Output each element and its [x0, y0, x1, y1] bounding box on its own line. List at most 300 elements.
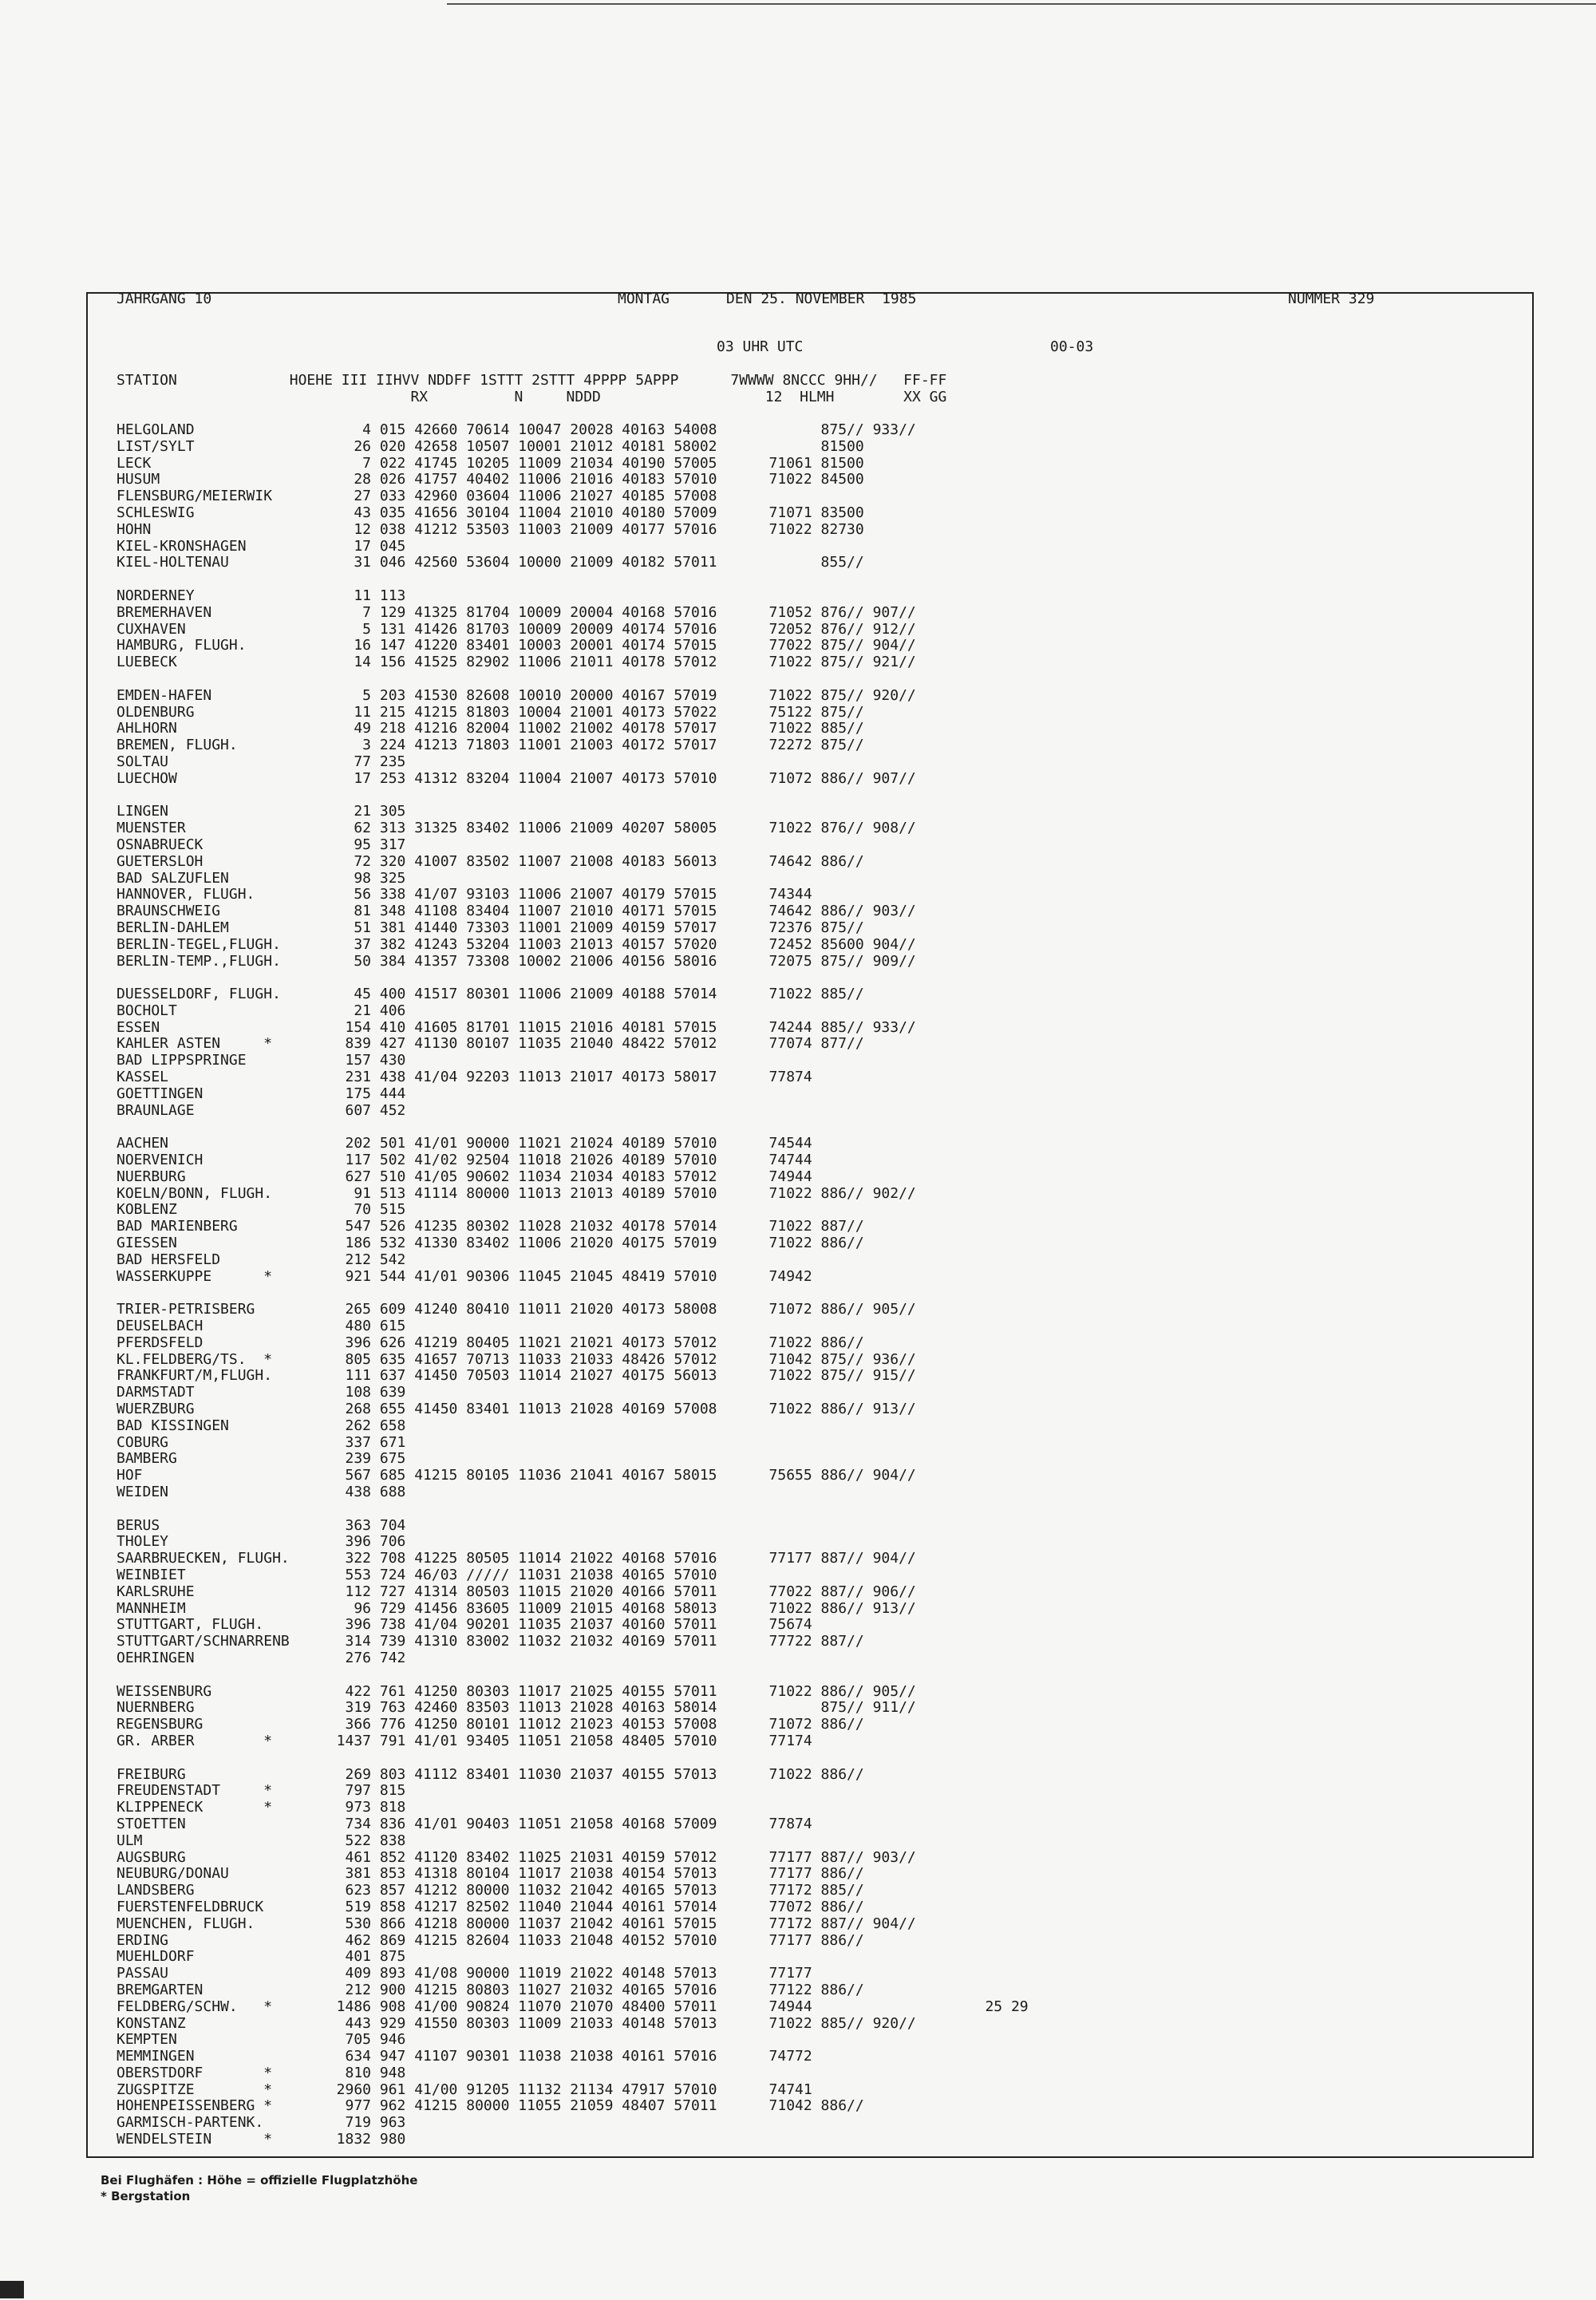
table-row	[117, 1119, 1029, 1136]
station-values: 4 015 42660 70614 10047 20028 40163 54008 875// 933//	[319, 421, 916, 438]
table-row	[117, 1435, 1029, 1452]
station-values: 547 526 41235 80302 11028 21032 40178 57014 71022 887//	[319, 1218, 864, 1235]
station-values: 627 510 41/05 90602 11034 21034 40183 57012 74944	[319, 1168, 812, 1185]
station-values: 462 869 41215 82604 11033 21048 40152 57010 77177 886//	[319, 1931, 864, 1949]
station-name: PFERDSFELD	[117, 1334, 203, 1351]
station-name: WENDELSTEIN *	[117, 2131, 273, 2148]
table-row	[117, 1136, 1029, 1152]
table-row	[117, 472, 1029, 488]
station-values: 797 815	[319, 1782, 406, 1800]
station-name: HOHENPEISSENBERG *	[117, 2097, 273, 2115]
table-row	[117, 1186, 1029, 1203]
station-values: 322 708 41225 80505 11014 21022 40168 57016 77177 887// 904//	[319, 1550, 916, 1567]
station-name: STUTTGART/SCHNARRENB	[117, 1633, 290, 1650]
station-values: 11 113	[319, 587, 406, 604]
table-row	[117, 1767, 1029, 1784]
station-name: TRIER-PETRISBERG	[117, 1301, 255, 1318]
station-values: 921 544 41/01 90306 11045 21045 48419 57010 74942	[319, 1267, 812, 1285]
station-name: MUEHLDORF	[117, 1948, 195, 1966]
table-row	[117, 954, 1029, 970]
table-row	[117, 1053, 1029, 1069]
table-row	[117, 1069, 1029, 1086]
station-name: LIST/SYLT	[117, 437, 195, 455]
station-name: BERLIN-DAHLEM	[117, 919, 229, 936]
station-name: OSNABRUECK	[117, 836, 203, 853]
station-name: GUETERSLOH	[117, 852, 203, 870]
table-row	[117, 837, 1029, 854]
station-values: 265 609 41240 80410 11011 21020 40173 58008 71072 886// 905//	[319, 1301, 916, 1318]
table-row	[117, 1866, 1029, 1883]
table-row	[117, 1816, 1029, 1833]
station-name: KONSTANZ	[117, 2014, 186, 2032]
table-row	[117, 1020, 1029, 1037]
table-row	[117, 2049, 1029, 2065]
station-name: LUEBECK	[117, 654, 177, 671]
table-row	[117, 2115, 1029, 2132]
station-name: KARLSRUHE	[117, 1583, 195, 1600]
station-values: 81 348 41108 83404 11007 21010 40171 57015 74642 886// 903//	[319, 903, 916, 920]
station-name: DARMSTADT	[117, 1384, 195, 1401]
table-row	[117, 1352, 1029, 1369]
station-name: STUTTGART, FLUGH.	[117, 1616, 264, 1634]
station-name: NUERNBERG	[117, 1699, 195, 1717]
station-name: STOETTEN	[117, 1815, 186, 1832]
table-row	[117, 903, 1029, 920]
station-values: 212 542	[319, 1251, 406, 1268]
table-row	[117, 1401, 1029, 1418]
station-values: 51 381 41440 73303 11001 21009 40159 57017 72376 875//	[319, 919, 864, 936]
station-values: 91 513 41114 80000 11013 21013 40189 57010 71022 886// 902//	[319, 1184, 916, 1202]
station-values: 16 147 41220 83401 10003 20001 40174 57015 77022 875// 904//	[319, 637, 916, 654]
table-row	[117, 1916, 1029, 1933]
station-values: 1437 791 41/01 93405 11051 21058 48405 57010 77174	[319, 1732, 812, 1749]
station-name: OBERSTDORF *	[117, 2064, 273, 2081]
station-name: BREMEN, FLUGH.	[117, 737, 238, 754]
table-row	[117, 1518, 1029, 1535]
station-values: 337 671	[319, 1433, 406, 1451]
table-row	[117, 622, 1029, 638]
station-values: 977 962 41215 80000 11055 21059 48407 57011 71042 886//	[319, 2097, 864, 2115]
station-name: BRAUNSCHWEIG	[117, 903, 221, 920]
station-name: LANDSBERG	[117, 1882, 195, 1899]
station-name: BOCHOLT	[117, 1002, 177, 1019]
station-values: 202 501 41/01 90000 11021 21024 40189 57010 74544	[319, 1135, 812, 1152]
table-row	[117, 539, 1029, 555]
station-name: WEINBIET	[117, 1566, 186, 1583]
table-row	[117, 1899, 1029, 1916]
table-row	[117, 986, 1029, 1003]
station-name: HOF	[117, 1467, 143, 1484]
table-row	[117, 1667, 1029, 1684]
table-row	[117, 1335, 1029, 1352]
table-row	[117, 1933, 1029, 1950]
table-row	[117, 1750, 1029, 1767]
station-values: 157 430	[319, 1052, 406, 1069]
station-values: 401 875	[319, 1948, 406, 1966]
station-name: BAMBERG	[117, 1450, 177, 1468]
station-values: 231 438 41/04 92203 11013 21017 40173 58017 77874	[319, 1069, 812, 1086]
station-values: 21 406	[319, 1002, 406, 1019]
station-name: LUECHOW	[117, 769, 177, 787]
table-row	[117, 671, 1029, 688]
table-row	[117, 1318, 1029, 1335]
station-values: 3 224 41213 71803 11001 21003 40172 57017 72272 875//	[319, 737, 864, 754]
station-name: MUENCHEN, FLUGH.	[117, 1915, 255, 1932]
table-row	[117, 771, 1029, 788]
issue-number: NUMMER 329	[1288, 290, 1375, 307]
station-name: MUENSTER	[117, 820, 186, 837]
weekday-label: MONTAG	[618, 290, 670, 307]
table-row	[117, 1086, 1029, 1103]
station-name: WASSERKUPPE *	[117, 1267, 273, 1285]
station-values: 11 215 41215 81803 10004 21001 40173 57022 75122 875//	[319, 703, 864, 721]
station-values: 366 776 41250 80101 11012 21023 40153 57008 71072 886//	[319, 1716, 864, 1733]
station-name: AHLHORN	[117, 720, 177, 737]
table-row	[117, 439, 1029, 456]
station-values: 734 836 41/01 90403 11051 21058 40168 57009 77874	[319, 1815, 812, 1832]
table-row	[117, 654, 1029, 671]
table-row	[117, 1949, 1029, 1966]
table-row	[117, 1302, 1029, 1318]
date-label: DEN 25. NOVEMBER 1985	[726, 290, 917, 307]
station-values: 98 325	[319, 869, 406, 887]
station-values: 607 452	[319, 1101, 406, 1119]
station-name: KOELN/BONN, FLUGH.	[117, 1184, 273, 1202]
station-values: 31 046 42560 53604 10000 21009 40182 57011 855//	[319, 554, 864, 571]
station-values: 553 724 46/03 ///// 11031 21038 40165 57010	[319, 1566, 717, 1583]
station-name: BRAUNLAGE	[117, 1101, 195, 1119]
table-row	[117, 1567, 1029, 1584]
station-name: BAD SALZUFLEN	[117, 869, 229, 887]
table-row	[117, 1252, 1029, 1269]
table-row	[117, 2065, 1029, 2082]
station-name: FREUDENSTADT *	[117, 1782, 273, 1800]
station-values: 480 615	[319, 1318, 406, 1335]
station-values: 28 026 41757 40402 11006 21016 40183 57010 71022 84500	[319, 471, 864, 488]
station-name: LINGEN	[117, 803, 169, 820]
table-row	[117, 1966, 1029, 1982]
station-values: 117 502 41/02 92504 11018 21026 40189 57010 74744	[319, 1152, 812, 1169]
station-values: 111 637 41450 70503 11014 21027 40175 56013 71022 875// 915//	[319, 1367, 916, 1385]
station-name: MANNHEIM	[117, 1599, 186, 1617]
table-row	[117, 937, 1029, 954]
station-values: 56 338 41/07 93103 11006 21007 40179 57015 74344	[319, 886, 812, 903]
table-row	[117, 1551, 1029, 1567]
station-name: BAD MARIENBERG	[117, 1218, 238, 1235]
table-row	[117, 505, 1029, 522]
volume-label: JAHRGANG 10	[117, 290, 212, 307]
table-row	[117, 1418, 1029, 1435]
table-row	[117, 887, 1029, 903]
station-values: 319 763 42460 83503 11013 21028 40163 58014 875// 911//	[319, 1699, 916, 1717]
station-values: 112 727 41314 80503 11015 21020 40166 57011 77022 887// 906//	[319, 1583, 916, 1600]
station-values: 239 675	[319, 1450, 406, 1468]
table-row	[117, 1202, 1029, 1219]
table-row	[117, 1385, 1029, 1401]
station-name: GIESSEN	[117, 1235, 177, 1252]
table-row	[117, 721, 1029, 737]
table-row	[117, 820, 1029, 837]
station-name: SCHLESWIG	[117, 504, 195, 521]
station-values: 108 639	[319, 1384, 406, 1401]
table-row	[117, 688, 1029, 705]
station-name: AACHEN	[117, 1135, 169, 1152]
station-values: 70 515	[319, 1201, 406, 1219]
table-row	[117, 1650, 1029, 1667]
station-name: FLENSBURG/MEIERWIK	[117, 488, 273, 505]
table-row	[117, 1601, 1029, 1618]
station-name: KAHLER ASTEN *	[117, 1035, 273, 1053]
station-name: BREMGARTEN	[117, 1981, 203, 1998]
station-name: ULM	[117, 1832, 143, 1849]
station-name: SAARBRUECKEN, FLUGH.	[117, 1550, 290, 1567]
station-name: ESSEN	[117, 1018, 160, 1036]
station-values: 7 129 41325 81704 10009 20004 40168 57016 71052 876// 907//	[319, 603, 916, 621]
station-values: 262 658	[319, 1417, 406, 1434]
station-values: 396 626 41219 80405 11021 21021 40173 57012 71022 886//	[319, 1334, 864, 1351]
station-values: 95 317	[319, 836, 406, 853]
station-values: 1832 980	[319, 2131, 406, 2148]
station-name: ERDING	[117, 1931, 169, 1949]
station-values: 396 706	[319, 1533, 406, 1551]
table-row	[117, 522, 1029, 539]
station-name: FREIBURG	[117, 1765, 186, 1783]
table-row	[117, 804, 1029, 820]
station-name: KASSEL	[117, 1069, 169, 1086]
table-row	[117, 1999, 1029, 2016]
station-name: HOHN	[117, 520, 152, 538]
station-name: BREMERHAVEN	[117, 603, 212, 621]
station-name: WUERZBURG	[117, 1401, 195, 1418]
station-name: MEMMINGEN	[117, 2048, 195, 2065]
table-row	[117, 854, 1029, 871]
station-values: 461 852 41120 83402 11025 21031 40159 57012 77177 887// 903//	[319, 1848, 916, 1866]
table-row	[117, 1103, 1029, 1120]
table-row	[117, 1219, 1029, 1235]
station-name: HANNOVER, FLUGH.	[117, 886, 255, 903]
station-values: 973 818	[319, 1799, 406, 1816]
footnote-mountain-station: * Bergstation	[101, 2189, 191, 2203]
station-name: DEUSELBACH	[117, 1318, 203, 1335]
footnotes	[101, 2172, 417, 2204]
station-name: GOETTINGEN	[117, 1085, 203, 1102]
station-values: 805 635 41657 70713 11033 21033 48426 57012 71042 875// 936//	[319, 1350, 916, 1368]
station-values: 522 838	[319, 1832, 406, 1849]
station-values: 14 156 41525 82902 11006 21011 40178 57012 71022 875// 921//	[319, 654, 916, 671]
station-values: 212 900 41215 80803 11027 21032 40165 57016 77122 886//	[319, 1981, 864, 1998]
station-values: 27 033 42960 03604 11006 21027 40185 57008	[319, 488, 717, 505]
table-row	[117, 920, 1029, 937]
station-values: 2960 961 41/00 91205 11132 21134 47917 57010 74741	[319, 2081, 812, 2098]
station-name: FUERSTENFELDBRUCK	[117, 1898, 264, 1915]
table-row	[117, 456, 1029, 472]
station-values: 50 384 41357 73308 10002 21006 40156 58016 72075 875// 909//	[319, 952, 916, 970]
station-values: 37 382 41243 53204 11003 21013 40157 57020 72452 85600 904//	[319, 935, 916, 953]
station-values: 1486 908 41/00 90824 11070 21070 48400 57011 74944 25 29	[319, 1998, 1029, 2015]
table-row	[117, 1700, 1029, 1717]
station-name: COBURG	[117, 1433, 169, 1451]
station-values: 567 685 41215 80105 11036 21041 40167 58015 75655 886// 904//	[319, 1467, 916, 1484]
station-values: 268 655 41450 83401 11013 21028 40169 57008 71022 886// 913//	[319, 1401, 916, 1418]
table-row	[117, 1036, 1029, 1053]
station-table	[117, 422, 1029, 2148]
footnote-airports: Bei Flughäfen : Höhe = offizielle Flugplatzhöhe	[101, 2173, 418, 2187]
table-row	[117, 1783, 1029, 1800]
table-row	[117, 1269, 1029, 1286]
station-name: KOBLENZ	[117, 1201, 177, 1219]
table-row	[117, 571, 1029, 588]
table-row	[117, 1235, 1029, 1252]
station-name: LECK	[117, 454, 152, 472]
station-values: 443 929 41550 80303 11009 21033 40148 57013 71022 885// 920//	[319, 2014, 916, 2032]
table-row	[117, 1800, 1029, 1816]
station-values: 186 532 41330 83402 11006 21020 40175 57019 71022 886//	[319, 1235, 864, 1252]
station-values: 530 866 41218 80000 11037 21042 40161 57015 77172 887// 904//	[319, 1915, 916, 1932]
station-values: 175 444	[319, 1085, 406, 1102]
table-row	[117, 1684, 1029, 1701]
station-name: AUGSBURG	[117, 1848, 186, 1866]
station-name: EMDEN-HAFEN	[117, 686, 212, 704]
table-row	[117, 422, 1029, 439]
table-row	[117, 488, 1029, 505]
station-values: 12 038 41212 53503 11003 21009 40177 57016 71022 82730	[319, 520, 864, 538]
table-row	[117, 737, 1029, 754]
station-name: BERLIN-TEGEL,FLUGH.	[117, 935, 281, 953]
table-row	[117, 1368, 1029, 1385]
station-name: BERLIN-TEMP.,FLUGH.	[117, 952, 281, 970]
station-name: SOLTAU	[117, 753, 169, 770]
time-range: 00-03	[1050, 338, 1094, 355]
station-name: WEISSENBURG	[117, 1682, 212, 1700]
table-row	[117, 1584, 1029, 1601]
station-name: HUSUM	[117, 471, 160, 488]
station-values: 396 738 41/04 90201 11035 21037 40160 57011 75674	[319, 1616, 812, 1634]
table-row	[117, 1634, 1029, 1650]
station-values: 438 688	[319, 1484, 406, 1500]
station-values: 21 305	[319, 803, 406, 820]
station-values: 96 729 41456 83605 11009 21015 40168 58013 71022 886// 913//	[319, 1599, 916, 1617]
table-row	[117, 1883, 1029, 1899]
table-row	[117, 970, 1029, 986]
table-row	[117, 1982, 1029, 1999]
station-values: 276 742	[319, 1649, 406, 1666]
table-row	[117, 754, 1029, 771]
table-row	[117, 2132, 1029, 2148]
top-rule	[447, 3, 1596, 5]
table-row	[117, 1501, 1029, 1518]
station-values: 314 739 41310 83002 11032 21032 40169 57011 77722 887//	[319, 1633, 864, 1650]
station-name: GARMISCH-PARTENK.	[117, 2114, 264, 2132]
table-row	[117, 555, 1029, 571]
observation-time: 03 UHR UTC	[717, 338, 804, 355]
table-row	[117, 1850, 1029, 1867]
station-values: 49 218 41216 82004 11002 21002 40178 57017 71022 885//	[319, 720, 864, 737]
table-row	[117, 638, 1029, 654]
station-name: NEUBURG/DONAU	[117, 1865, 229, 1883]
column-header-line-2: RX N NDDD 12 HLMH XX GG	[117, 389, 947, 405]
station-values: 5 131 41426 81703 10009 20009 40174 57016 72052 876// 912//	[319, 620, 916, 638]
station-name: FELDBERG/SCHW. *	[117, 1998, 273, 2015]
station-name: NORDERNEY	[117, 587, 195, 604]
table-row	[117, 1717, 1029, 1733]
station-values: 17 045	[319, 537, 406, 555]
station-name: WEIDEN	[117, 1484, 169, 1500]
station-name: DUESSELDORF, FLUGH.	[117, 986, 281, 1003]
station-values: 26 020 42658 10507 10001 21012 40181 58002 81500	[319, 437, 864, 455]
station-values: 839 427 41130 80107 11035 21040 48422 57012 77074 877//	[319, 1035, 864, 1053]
table-row	[117, 605, 1029, 622]
station-name: OLDENBURG	[117, 703, 195, 721]
table-row	[117, 1468, 1029, 1484]
station-name: PASSAU	[117, 1965, 169, 1982]
table-row	[117, 788, 1029, 804]
station-values: 519 858 41217 82502 11040 21044 40161 57014 77072 886//	[319, 1898, 864, 1915]
station-name: NOERVENICH	[117, 1152, 203, 1169]
table-row	[117, 871, 1029, 887]
table-row	[117, 1169, 1029, 1186]
table-row	[117, 2082, 1029, 2099]
table-row	[117, 2098, 1029, 2115]
station-name: NUERBURG	[117, 1168, 186, 1185]
station-values: 154 410 41605 81701 11015 21016 40181 57015 74244 885// 933//	[319, 1018, 916, 1036]
station-values: 363 704	[319, 1516, 406, 1534]
station-values: 705 946	[319, 2031, 406, 2049]
station-values: 7 022 41745 10205 11009 21034 40190 57005 71061 81500	[319, 454, 864, 472]
station-name: KLIPPENECK *	[117, 1799, 273, 1816]
station-name: OEHRINGEN	[117, 1649, 195, 1666]
station-name: THOLEY	[117, 1533, 169, 1551]
station-name: BAD KISSINGEN	[117, 1417, 229, 1434]
station-values: 381 853 41318 80104 11017 21038 40154 57013 77177 886//	[319, 1865, 864, 1883]
station-values: 72 320 41007 83502 11007 21008 40183 56013 74642 886//	[319, 852, 864, 870]
station-values: 269 803 41112 83401 11030 21037 40155 57013 71022 886//	[319, 1765, 864, 1783]
table-row	[117, 1534, 1029, 1551]
table-row	[117, 2016, 1029, 2033]
table-row	[117, 1484, 1029, 1501]
table-row	[117, 2032, 1029, 2049]
station-values: 409 893 41/08 90000 11019 21022 40148 57013 77177	[319, 1965, 812, 1982]
station-name: ZUGSPITZE *	[117, 2081, 273, 2098]
table-row	[117, 1285, 1029, 1302]
station-values: 62 313 31325 83402 11006 21009 40207 58005 71022 876// 908//	[319, 820, 916, 837]
corner-mark	[0, 2281, 24, 2298]
station-name: KIEL-HOLTENAU	[117, 554, 229, 571]
station-values: 43 035 41656 30104 11004 21010 40180 57009 71071 83500	[319, 504, 864, 521]
table-row	[117, 1451, 1029, 1468]
station-name: HAMBURG, FLUGH.	[117, 637, 247, 654]
station-name: KIEL-KRONSHAGEN	[117, 537, 247, 555]
table-row	[117, 1152, 1029, 1169]
station-values: 634 947 41107 90301 11038 21038 40161 57016 74772	[319, 2048, 812, 2065]
table-row	[117, 1003, 1029, 1020]
station-values: 810 948	[319, 2064, 406, 2081]
table-row	[117, 588, 1029, 605]
table-row	[117, 1833, 1029, 1850]
station-name: BAD LIPPSPRINGE	[117, 1052, 247, 1069]
station-name: BAD HERSFELD	[117, 1251, 221, 1268]
station-values: 5 203 41530 82608 10010 20000 40167 57019 71022 875// 920//	[319, 686, 916, 704]
table-row	[117, 1733, 1029, 1750]
table-row	[117, 1617, 1029, 1634]
station-name: BERUS	[117, 1516, 160, 1534]
station-values: 719 963	[319, 2114, 406, 2132]
table-row	[117, 705, 1029, 721]
station-values: 623 857 41212 80000 11032 21042 40165 57013 77172 885//	[319, 1882, 864, 1899]
station-name: GR. ARBER *	[117, 1732, 273, 1749]
column-header-line-1: STATION HOEHE III IIHVV NDDFF 1STTT 2STTT 4PPPP 5APPP 7WWWW 8NCCC 9HH// FF-FF	[117, 372, 947, 389]
station-values: 77 235	[319, 753, 406, 770]
station-values: 422 761 41250 80303 11017 21025 40155 57011 71022 886// 905//	[319, 1682, 916, 1700]
